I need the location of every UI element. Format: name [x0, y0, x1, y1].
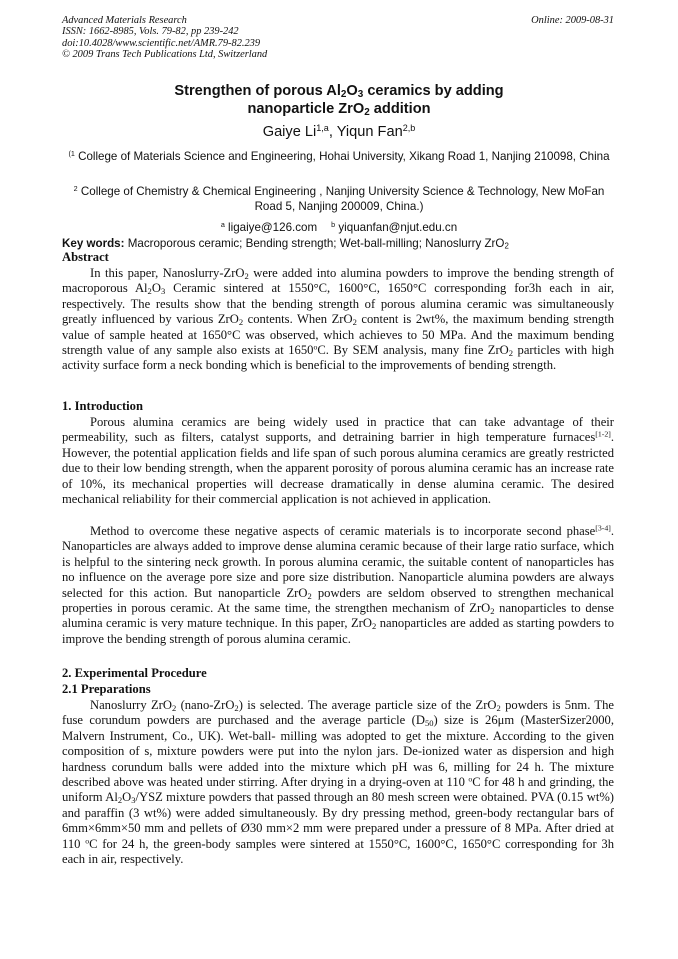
- experimental-heading: 2. Experimental Procedure: [62, 666, 207, 680]
- author-list: Gaiye Li$^{1,a}$, Yiqun Fan$^{2,b}$: [262, 123, 416, 140]
- preparations-paragraph: Nanoslurry ZrO$_2$ (nano-ZrO$_2$) is selected. The average particle size of the ZrO$_2$ powders is 5nm. The fuse corundum powders are purchased and the average particle $(D_{50})$ size is 26μm (MasterSizer2000, Malvern Instrument, Co., UK). Wet-ball- milling was adopted to get the mixture. According to the given composition of s, mixture powders were put into the nylon jars. De-ionized water as dispersion and high hardness corundum balls were added into the mixture which pH was 6, milling for 24 h. The mixture described above was heated under stirring. After drying in a drying-oven at 110 $^o$C for 48 h and grinding, the uniform $Al_2O_3$/YSZ mixture powders that passed through an 80 mesh screen were obtained. PVA (0.15 wt%) and paraffin (3 wt%) were added simultaneously. By dry pressing method, green-body rectangular bars of 6mm×6mm×50 mm and pellets of Ø30 mm×2 mm were prepared under a pressure of 8 MPa. After dried at 110 $^o$C for 24 h, the green-body samples were sintered at 1550°C, 1600°C, 1650°C corresponding for 3h each in air, respectively.: [62, 698, 615, 867]
- affiliation-1: $^{(1}$ College of Materials Science and Engineering, Hohai University, Xikang Road 1, Nanjing 210098, China: [68, 149, 610, 163]
- abstract-heading: Abstract: [62, 250, 109, 264]
- doi-line: doi:10.4028/www.scientific.net/AMR.79-82.239: [62, 37, 261, 49]
- email-b: $^b$ yiquanfan@njut.edu.cn: [331, 220, 458, 234]
- title-line-2: nanoparticle ZrO$_2$ addition: [247, 101, 431, 119]
- keywords: Key words: Macroporous ceramic; Bending strength; Wet-ball-milling; Nanoslurry ZrO$_2$: [62, 237, 509, 251]
- affiliation-2: $^2$ College of Chemistry & Chemical Engineering , Nanjing University Science & Technology, New MoFan Road 5, Nanjing 200009, China.): [73, 184, 605, 213]
- online-date: Online: 2009-08-31: [531, 15, 614, 26]
- email-a: $^a$ ligaiye@126.com: [220, 220, 318, 234]
- introduction-paragraph-2: Method to overcome these negative aspects of ceramic materials is to incorporate second phase[3-4]. Nanoparticles are always added to improve dense alumina ceramic because of their large ratio surface, which is helpful to the sintering neck growth. In porous alumina ceramic, the suitable content of nanoparticles has no influence on the average pore size and pore size distribution. Nanoparticle alumina powders are always selected for this action. But nanoparticle ZrO$_2$ powders are seldom observed to strengthen mechanical properties in porous ceramic. At the same time, the strengthen mechanism of ZrO$_2$ nanoparticles to dense alumina ceramic is very mature technique. In this paper, ZrO$_2$ nanoparticles are added as starting powders to improve the bending strength of porous alumina ceramic.: [62, 523, 615, 646]
- issn-line: ISSN: 1662-8985, Vols. 79-82, pp 239-242: [62, 26, 239, 38]
- introduction-heading: 1. Introduction: [62, 399, 143, 413]
- abstract-paragraph: In this paper, Nanoslurry-ZrO$_2$ were added into alumina powders to improve the bending strength of macroporous $Al_2O_3$ Ceramic sintered at 1550°C, 1600°C, 1650°C corresponding for3h each in air, respectively. The results show that the bending strength of porous alumina ceramic was simultaneously greatly influenced by various ZrO$_2$ contents. When ZrO$_2$ content is 2wt%, the maximum bending strength value of sample heated at 1650°C was observed, which achieves to 50 MPa. And the maximum bending strength value of any sample also exists at 1650$^o$C. By SEM analysis, many fine ZrO$_2$ particles with high activity surface form a neck bonding which is beneficial to the improvements of bending strength.: [62, 266, 615, 373]
- title-line-1: Strengthen of porous $Al_2O_3$ ceramics by adding: [174, 83, 504, 101]
- introduction-paragraph-1: Porous alumina ceramics are being widely used in practice that can take advantage of their permeability, such as filters, catalyst supports, and detraining barrier in high temperature furnaces[1-2]. However, the potential application fields and life span of such porous alumina ceramics are greatly restricted due to their low bending strength, when the apparent porosity of porous alumina ceramic has an increase rate of 10%, its mechanical properties will decrease dramatically in dense alumina ceramic. The desired mechanical reliability for their commercial application is not achieved in application.: [62, 415, 614, 507]
- keywords-label: Key words:: [62, 237, 125, 250]
- author-1: Gaiye Li: [262, 124, 317, 140]
- author-2: Yiqun Fan: [336, 124, 403, 140]
- journal-name: Advanced Materials Research: [62, 15, 187, 26]
- journal-header: [62, 15, 267, 61]
- author-emails: [60, 221, 618, 234]
- copyright-line: © 2009 Trans Tech Publications Ltd, Switzerland: [62, 49, 268, 61]
- paper-title: [60, 82, 618, 118]
- preparations-heading: 2.1 Preparations: [62, 682, 151, 696]
